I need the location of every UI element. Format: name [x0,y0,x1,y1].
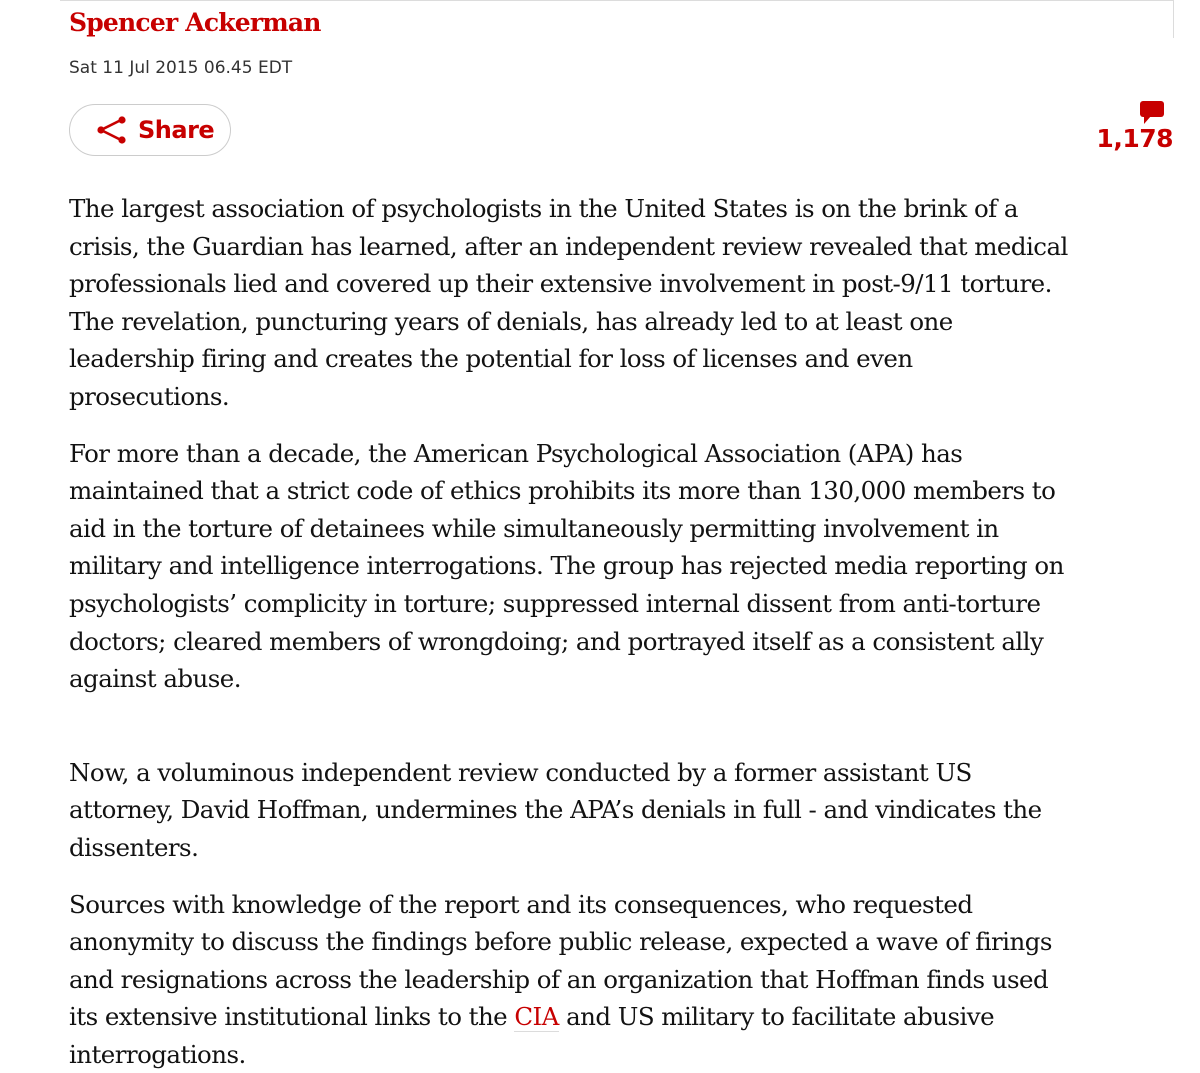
paragraph-1: The largest association of psychologists in the United States is on the brink of a crisis, the Guardian has learned, after an independent review revealed that medical professionals lied and covered up their extensive involvement in post-9/11 torture. The revelation, puncturing years of denials, has already led to at least one leadership firing and creates the potential for loss of licenses and even prosecutions. [69,190,1069,416]
paragraph-4 [69,886,1069,1073]
paragraph-4-text-end: and US military to facilitate abusive interrogations. [69,1002,994,1069]
paragraph-2: For more than a decade, the American Psychological Association (APA) has maintained that a strict code of ethics prohibits its more than 130,000 members to aid in the torture of detainees while simultaneously permitting involvement in military and intelligence interrogations. The group has rejected media reporting on psychologists’ complicity in torture; suppressed internal dissent from anti-torture doctors; cleared members of wrongdoing; and portrayed itself as a consistent ally against abuse. [69,435,1069,698]
top-divider [60,0,1174,1]
paragraph-3: Now, a voluminous independent review conducted by a former assistant US attorney, David Hoffman, undermines the APA’s denials in full - and vindicates the dissenters. [69,754,1069,867]
paragraph-4-text-start: Sources with knowledge of the report and its consequences, who requested anonymity to discuss the findings before public release, expected a wave of firings and resignations across the leadership of an organization that Hoffman finds used its extensive institutional links to the [69,890,1052,1032]
right-divider [1173,0,1174,38]
article-body [69,190,1069,1073]
author-name[interactable]: Spencer Ackerman [69,8,321,37]
share-button[interactable] [69,104,231,156]
publish-date: Sat 11 Jul 2015 06.45 EDT [69,58,292,78]
comments-link[interactable] [1096,100,1173,153]
cia-link[interactable]: CIA [514,1002,558,1032]
comment-bubble-icon [1139,100,1165,126]
comment-count: 1,178 [1096,124,1173,153]
share-icon [96,116,128,144]
share-label: Share [138,116,214,144]
